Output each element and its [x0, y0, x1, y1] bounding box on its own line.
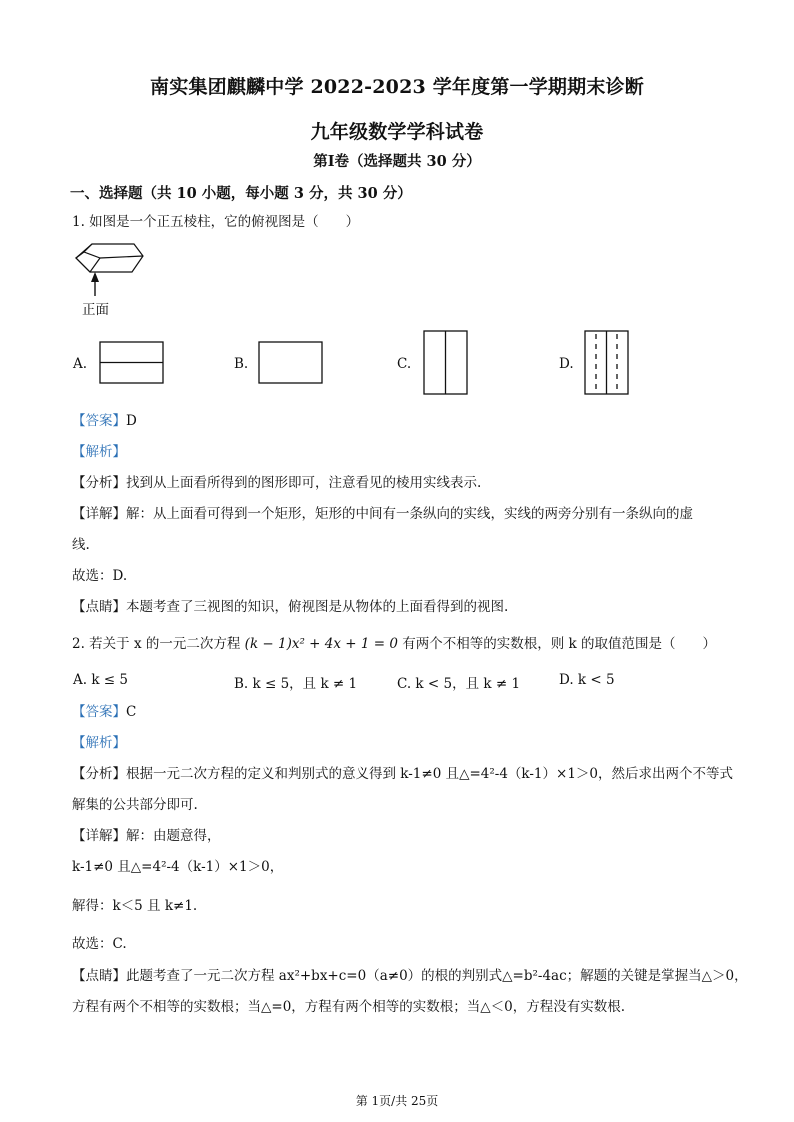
q2-answer-tag: 【答案】	[72, 704, 126, 720]
q1-option-d-label: D.	[559, 356, 574, 372]
q2-answer-line	[72, 703, 136, 721]
exam-title: 南实集团麒麟中学 2022-2023 学年度第一学期期末诊断	[150, 76, 644, 98]
q2-stem-a: 2. 若关于 x 的一元二次方程	[72, 636, 241, 652]
q2-option-a: A. k ≤ 5	[73, 672, 128, 688]
q1-xiangjie-tag: 【详解】	[72, 506, 126, 522]
page-footer: 第 1页/共 25页	[355, 1094, 439, 1108]
q2-fenxi-line	[72, 765, 733, 783]
q2-option-d: D. k < 5	[559, 672, 615, 688]
q1-option-c-label: C.	[397, 356, 412, 372]
q2-fenxi-1: 根据一元二次方程的定义和判别式的意义得到 k-1≠0 且△=4²-4（k-1）×1＞0，然后求出两个不等式	[126, 766, 734, 782]
volume-heading: 第Ⅰ卷（选择题共 30 分）	[313, 153, 481, 170]
q1-xiangjie-1: 解：从上面看可得到一个矩形，矩形的中间有一条纵向的实线，实线的两旁分别有一条纵向的虚	[126, 506, 693, 522]
q2-xiangjie-3: 解得：k＜5 且 k≠1.	[72, 898, 198, 914]
front-view-caption: 正面	[82, 302, 109, 318]
q2-fenxi-tag: 【分析】	[72, 766, 126, 782]
q2-xiangjie-2: k-1≠0 且△=4²-4（k-1）×1＞0，	[72, 859, 284, 875]
q2-xiangjie-line	[72, 827, 221, 845]
q1-option-c-figure	[423, 330, 469, 396]
q2-analysis-tag: 【解析】	[72, 735, 126, 751]
q1-stem: 1. 如图是一个正五棱柱，它的俯视图是（ ）	[72, 214, 360, 230]
q2-option-c: C. k < 5，且 k ≠ 1	[397, 676, 521, 692]
q2-dianjing-2: 方程有两个不相等的实数根；当△=0，方程有两个相等的实数根；当△＜0，方程没有实数根.	[72, 999, 626, 1015]
q1-fenxi: 找到从上面看所得到的图形即可，注意看见的棱用实线表示.	[126, 475, 482, 491]
q1-fenxi-tag: 【分析】	[72, 475, 126, 491]
q2-stem-b: 有两个不相等的实数根，则 k 的取值范围是（ ）	[402, 636, 717, 652]
q2-dianjing-1: 此题考查了一元二次方程 ax²+bx+c=0（a≠0）的根的判别式△=b²-4ac；解题的关键是掌握当△＞0，	[126, 968, 748, 984]
q1-option-b-label: B.	[234, 356, 249, 372]
q1-option-a-figure	[99, 341, 165, 385]
exam-subtitle: 九年级数学学科试卷	[310, 121, 484, 143]
q2-guxuan: 故选：C.	[72, 936, 127, 952]
q2-equation: (k − 1)x² + 4x + 1 = 0	[244, 636, 398, 652]
q1-option-b-figure	[258, 341, 324, 385]
q1-answer: D	[126, 413, 137, 429]
q1-dianjing-tag: 【点睛】	[72, 599, 126, 615]
q2-xiangjie-1: 解：由题意得，	[126, 828, 221, 844]
q2-fenxi-2: 解集的公共部分即可.	[72, 797, 198, 813]
q1-dianjing-line	[72, 598, 508, 616]
q1-dianjing: 本题考查了三视图的知识，俯视图是从物体的上面看得到的视图.	[126, 599, 509, 615]
q1-fenxi-line	[72, 474, 481, 492]
section-heading: 一、选择题（共 10 小题，每小题 3 分，共 30 分）	[70, 185, 412, 202]
q2-xiangjie-tag: 【详解】	[72, 828, 126, 844]
q1-answer-line	[72, 412, 137, 430]
q1-answer-tag: 【答案】	[72, 413, 126, 429]
q1-xiangjie-2: 线.	[72, 537, 90, 553]
q1-option-d-figure	[584, 330, 630, 396]
q2-stem	[72, 635, 716, 653]
q2-dianjing-tag: 【点睛】	[72, 968, 126, 984]
q2-answer: C	[126, 704, 137, 720]
q1-xiangjie-line	[72, 505, 693, 523]
q2-option-b: B. k ≤ 5，且 k ≠ 1	[234, 676, 358, 692]
q1-guxuan: 故选：D.	[72, 568, 128, 584]
q2-dianjing-line	[72, 967, 748, 985]
q1-option-a-label: A.	[73, 356, 88, 372]
q1-analysis-tag: 【解析】	[72, 444, 126, 460]
